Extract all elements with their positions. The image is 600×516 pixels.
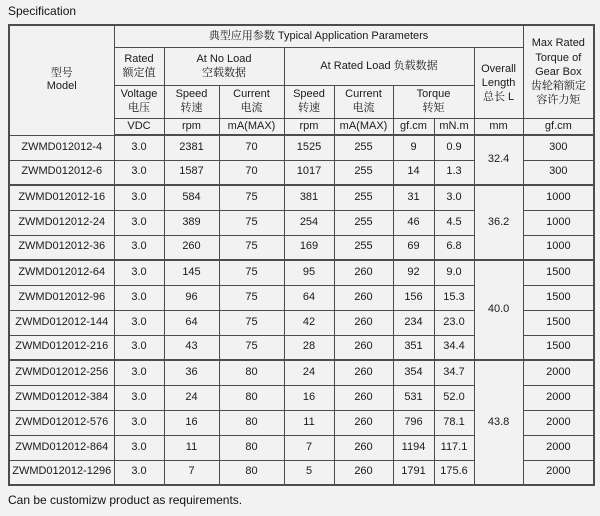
header-cell-model: [9, 25, 114, 135]
cell-rated-load-current: 260: [334, 310, 393, 335]
cell-rated-load-current: 260: [334, 385, 393, 410]
spec-table: [8, 24, 595, 486]
cell-rated-load-speed: 95: [284, 260, 334, 285]
cell-torque-gfcm: 351: [393, 335, 434, 360]
cell-max-torque: 300: [523, 135, 594, 160]
page-title: Specification: [8, 4, 77, 18]
cell-torque-mnm: 6.8: [434, 235, 474, 260]
cell-rated-load-current: 255: [334, 160, 393, 185]
cell-no-load-speed: 43: [164, 335, 219, 360]
cell-max-torque: 1000: [523, 185, 594, 210]
cell-no-load-current: 75: [219, 210, 284, 235]
cell-torque-mnm: 1.3: [434, 160, 474, 185]
cell-torque-mnm: 9.0: [434, 260, 474, 285]
cell-model: ZWMD012012-64: [9, 260, 114, 285]
cell-rated-load-current: 255: [334, 135, 393, 160]
cell-max-torque: 2000: [523, 410, 594, 435]
max-torque-line-3: Gear Box: [535, 65, 582, 78]
cell-no-load-current: 75: [219, 235, 284, 260]
cell-rated-load-speed: 169: [284, 235, 334, 260]
cell-voltage: 3.0: [114, 435, 164, 460]
unit-cell-gf-cm: gf.cm: [393, 119, 434, 136]
no-load-label-cn: 空载数据: [202, 66, 246, 79]
cell-no-load-speed: 2381: [164, 135, 219, 160]
table-row: [9, 135, 594, 160]
no-load-label-en: At No Load: [196, 52, 252, 65]
cell-rated-load-speed: 24: [284, 360, 334, 385]
torque-label-en: Torque: [416, 88, 451, 101]
cell-voltage: 3.0: [114, 210, 164, 235]
cell-max-torque: 2000: [523, 460, 594, 485]
cell-torque-gfcm: 1791: [393, 460, 434, 485]
cell-torque-mnm: 117.1: [434, 435, 474, 460]
voltage-label-cn: 电压: [128, 102, 150, 114]
unit-cell-vdc: VDC: [114, 119, 164, 136]
cell-model: ZWMD012012-864: [9, 435, 114, 460]
cell-torque-gfcm: 156: [393, 285, 434, 310]
unit-cell-mn-m: mN.m: [434, 119, 474, 136]
cell-max-torque: 1500: [523, 310, 594, 335]
cell-torque-mnm: 34.7: [434, 360, 474, 385]
cell-overall-length: 32.4: [474, 135, 523, 185]
header-cell-max-rated-torque: [523, 25, 594, 119]
cell-max-torque: 1500: [523, 285, 594, 310]
cell-torque-gfcm: 31: [393, 185, 434, 210]
cell-torque-gfcm: 92: [393, 260, 434, 285]
header-cell-rated-load: At Rated Load 负载数据: [284, 48, 474, 86]
cell-rated-load-speed: 28: [284, 335, 334, 360]
cell-voltage: 3.0: [114, 335, 164, 360]
cell-model: ZWMD012012-256: [9, 360, 114, 385]
cell-model: ZWMD012012-6: [9, 160, 114, 185]
cell-no-load-speed: 389: [164, 210, 219, 235]
max-torque-line-2: Torque of: [535, 51, 582, 64]
cell-voltage: 3.0: [114, 160, 164, 185]
header-cell-no-load-current: [219, 86, 284, 119]
overall-length-line-3: 总长 L: [482, 91, 515, 104]
table-row: [9, 360, 594, 385]
rated-label-en: Rated: [124, 52, 154, 65]
cell-rated-load-current: 255: [334, 210, 393, 235]
cell-torque-gfcm: 14: [393, 160, 434, 185]
cell-model: ZWMD012012-36: [9, 235, 114, 260]
cell-torque-mnm: 3.0: [434, 185, 474, 210]
cell-rated-load-speed: 5: [284, 460, 334, 485]
cell-torque-mnm: 175.6: [434, 460, 474, 485]
cell-max-torque: 300: [523, 160, 594, 185]
cell-model: ZWMD012012-216: [9, 335, 114, 360]
cell-overall-length: 40.0: [474, 260, 523, 360]
cell-rated-load-speed: 254: [284, 210, 334, 235]
unit-cell-rpm: rpm: [164, 119, 219, 136]
cell-rated-load-current: 255: [334, 185, 393, 210]
cell-torque-mnm: 23.0: [434, 310, 474, 335]
voltage-label-en: Voltage: [120, 88, 158, 101]
current-label-en: Current: [345, 88, 382, 101]
overall-length-line-2: Length: [481, 76, 516, 89]
unit-cell-gf-cm: gf.cm: [523, 119, 594, 136]
cell-no-load-speed: 11: [164, 435, 219, 460]
cell-no-load-speed: 16: [164, 410, 219, 435]
cell-torque-mnm: 0.9: [434, 135, 474, 160]
cell-max-torque: 2000: [523, 435, 594, 460]
max-torque-line-1: Max Rated: [531, 37, 585, 50]
cell-no-load-current: 80: [219, 460, 284, 485]
cell-no-load-current: 80: [219, 435, 284, 460]
cell-torque-mnm: 52.0: [434, 385, 474, 410]
table-row: [9, 260, 594, 285]
cell-no-load-current: 80: [219, 410, 284, 435]
overall-length-line-1: Overall: [481, 62, 516, 75]
cell-torque-gfcm: 796: [393, 410, 434, 435]
cell-no-load-speed: 24: [164, 385, 219, 410]
torque-label-cn: 转矩: [422, 102, 445, 114]
cell-rated-load-current: 260: [334, 285, 393, 310]
table-row: [9, 185, 594, 210]
cell-no-load-speed: 145: [164, 260, 219, 285]
cell-rated-load-speed: 1525: [284, 135, 334, 160]
table-body: [9, 135, 594, 485]
header-cell-no-load: [164, 48, 284, 86]
speed-label-cn: 转速: [180, 102, 203, 114]
cell-model: ZWMD012012-16: [9, 185, 114, 210]
unit-cell-rpm: rpm: [284, 119, 334, 136]
cell-no-load-current: 70: [219, 160, 284, 185]
cell-voltage: 3.0: [114, 285, 164, 310]
cell-torque-gfcm: 1194: [393, 435, 434, 460]
cell-torque-mnm: 15.3: [434, 285, 474, 310]
cell-no-load-current: 70: [219, 135, 284, 160]
cell-no-load-current: 75: [219, 260, 284, 285]
current-label-cn: 电流: [352, 102, 375, 114]
cell-model: ZWMD012012-24: [9, 210, 114, 235]
header-cell-voltage: [114, 86, 164, 119]
cell-model: ZWMD012012-576: [9, 410, 114, 435]
speed-label-en: Speed: [293, 88, 325, 101]
cell-rated-load-speed: 381: [284, 185, 334, 210]
cell-voltage: 3.0: [114, 260, 164, 285]
cell-torque-gfcm: 234: [393, 310, 434, 335]
cell-model: ZWMD012012-4: [9, 135, 114, 160]
cell-no-load-current: 75: [219, 185, 284, 210]
cell-max-torque: 1500: [523, 260, 594, 285]
cell-voltage: 3.0: [114, 410, 164, 435]
cell-no-load-speed: 7: [164, 460, 219, 485]
cell-no-load-current: 80: [219, 360, 284, 385]
cell-voltage: 3.0: [114, 135, 164, 160]
current-label-cn: 电流: [240, 102, 263, 114]
header-cell-torque: [393, 86, 474, 119]
cell-max-torque: 1000: [523, 210, 594, 235]
cell-rated-load-speed: 11: [284, 410, 334, 435]
cell-model: ZWMD012012-1296: [9, 460, 114, 485]
cell-no-load-speed: 96: [164, 285, 219, 310]
model-label-en: Model: [46, 80, 77, 93]
cell-rated-load-speed: 1017: [284, 160, 334, 185]
cell-torque-gfcm: 531: [393, 385, 434, 410]
footer-note: Can be customizw product as requirements.: [8, 493, 243, 507]
cell-max-torque: 2000: [523, 360, 594, 385]
unit-cell-mm: mm: [474, 119, 523, 136]
cell-torque-gfcm: 354: [393, 360, 434, 385]
cell-model: ZWMD012012-96: [9, 285, 114, 310]
unit-cell-ma-max: mA(MAX): [334, 119, 393, 136]
cell-voltage: 3.0: [114, 235, 164, 260]
cell-voltage: 3.0: [114, 385, 164, 410]
cell-no-load-speed: 584: [164, 185, 219, 210]
cell-rated-load-current: 255: [334, 235, 393, 260]
cell-rated-load-current: 260: [334, 410, 393, 435]
max-torque-line-4: 齿轮箱额定: [530, 80, 586, 93]
current-label-en: Current: [233, 88, 270, 101]
cell-no-load-current: 75: [219, 310, 284, 335]
rated-label-cn: 额定值: [122, 66, 156, 79]
header-cell-no-load-speed: [164, 86, 219, 119]
cell-rated-load-speed: 16: [284, 385, 334, 410]
cell-max-torque: 2000: [523, 385, 594, 410]
cell-no-load-current: 75: [219, 335, 284, 360]
cell-voltage: 3.0: [114, 185, 164, 210]
cell-rated-load-current: 260: [334, 360, 393, 385]
header-cell-rated-load-current: [334, 86, 393, 119]
cell-voltage: 3.0: [114, 310, 164, 335]
cell-torque-gfcm: 9: [393, 135, 434, 160]
cell-max-torque: 1000: [523, 235, 594, 260]
unit-cell-ma-max: mA(MAX): [219, 119, 284, 136]
cell-model: ZWMD012012-144: [9, 310, 114, 335]
cell-no-load-speed: 36: [164, 360, 219, 385]
cell-no-load-current: 75: [219, 285, 284, 310]
cell-torque-mnm: 34.4: [434, 335, 474, 360]
cell-rated-load-speed: 7: [284, 435, 334, 460]
cell-no-load-speed: 1587: [164, 160, 219, 185]
cell-torque-gfcm: 46: [393, 210, 434, 235]
header-cell-rated-load-speed: [284, 86, 334, 119]
cell-rated-load-speed: 42: [284, 310, 334, 335]
cell-torque-mnm: 4.5: [434, 210, 474, 235]
cell-rated-load-current: 260: [334, 260, 393, 285]
cell-no-load-speed: 260: [164, 235, 219, 260]
cell-max-torque: 1500: [523, 335, 594, 360]
cell-rated-load-current: 260: [334, 460, 393, 485]
cell-voltage: 3.0: [114, 460, 164, 485]
cell-torque-mnm: 78.1: [434, 410, 474, 435]
cell-rated-load-current: 260: [334, 435, 393, 460]
cell-torque-gfcm: 69: [393, 235, 434, 260]
max-torque-line-5: 容许力矩: [536, 94, 581, 107]
cell-rated-load-speed: 64: [284, 285, 334, 310]
cell-voltage: 3.0: [114, 360, 164, 385]
cell-overall-length: 36.2: [474, 185, 523, 260]
speed-label-cn: 转速: [298, 102, 320, 114]
cell-no-load-current: 80: [219, 385, 284, 410]
cell-rated-load-current: 260: [334, 335, 393, 360]
header-cell-overall-length: [474, 48, 523, 119]
cell-model: ZWMD012012-384: [9, 385, 114, 410]
header-cell-rated: [114, 48, 164, 86]
model-label-cn: 型号: [50, 66, 73, 79]
speed-label-en: Speed: [175, 88, 208, 101]
header-cell-typical-params: 典型应用参数 Typical Application Parameters: [114, 25, 523, 48]
cell-no-load-speed: 64: [164, 310, 219, 335]
cell-overall-length: 43.8: [474, 360, 523, 485]
